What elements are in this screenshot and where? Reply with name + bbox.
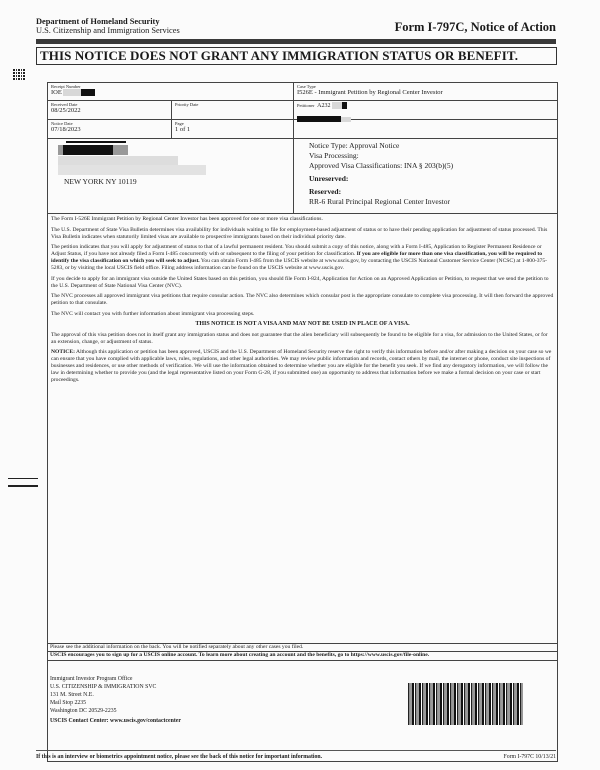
page-label: Page: [175, 121, 184, 126]
unreserved-label: Unreserved:: [309, 174, 349, 183]
body-paragraph: If you decide to apply for an immigrant visa outside the United States based on this petition, you should file Form I-824, Application for Action on an Approved Application or Petition, to request that we send the petition to the U.S. Department of State National Visa Center (NVC).: [51, 275, 549, 289]
redaction-blur: [58, 156, 178, 165]
redaction-bar: [342, 102, 347, 109]
additional-info-line: Please see the additional information on the back. You will be notified separately about any other cases you filed.: [48, 643, 557, 652]
recipient-address: [48, 139, 294, 214]
body-paragraph: The Form I-526E Immigrant Petition by Regional Center Investor has been approved for one or more visa classifications.: [51, 216, 323, 222]
priority-date-cell: [172, 101, 294, 120]
qr-code-icon: [13, 68, 26, 80]
notice-info: [294, 139, 557, 214]
page-cell: [172, 120, 294, 139]
agency-name: U.S. Citizenship and Immigration Services: [36, 26, 180, 36]
redaction-blur: [63, 89, 81, 96]
petitioner-value: A232: [317, 103, 331, 109]
visa-processing: Visa Processing:: [309, 151, 359, 160]
received-date-label: Received Date: [51, 102, 78, 107]
receipt-number-label: Receipt Number: [51, 84, 81, 89]
redaction-blur: [332, 102, 342, 109]
office-line: U.S. CITIZENSHIP & IMMIGRATION SVC: [50, 684, 157, 690]
body-text: Although this application or petition has been approved, USCIS and the U.S. Department of Homeland Security reserve the right to verify this information before and/or after making a decision on your case so we can ensure that you have complied with applicable laws, rules, regulations, and other legal authorities. We may review public information and records, contact others by mail, the internet or phone, conduct site inspections of businesses and residences, or use other methods of verification. We will use the information obtained to determine whether you are eligible for the benefit you seek. If we find any derogatory information, we will follow the law in determining whether to provide you (and the legal representative listed on your Form G-28, if you submitted one) an opportunity to address that information before we make a formal decision on your case or start proceedings.: [51, 349, 552, 383]
body-paragraph: [51, 244, 554, 272]
redaction-bar: [63, 145, 113, 155]
header-divider: [36, 39, 556, 44]
body-paragraph: The approval of this visa petition does not in itself grant any immigration status and does not guarantee that the alien beneficiary will subsequently be found to be eligible for a visa, for admission to the United States, or for an extension, change, or adjustment of status.: [51, 331, 548, 345]
petitioner-label: Petitioner: [297, 103, 315, 108]
notice-date-label: Notice Date: [51, 121, 73, 126]
received-date-cell: [48, 101, 172, 120]
online-account-notice: USCIS encourages you to sign up for a USCIS online account. To learn more about creating an account and the benefits, go to https://www.uscis.gov/file-online.: [48, 651, 557, 661]
priority-date-label: Priority Date: [175, 102, 199, 107]
receipt-number-cell: [48, 83, 294, 101]
office-line: Mail Stop 2235: [50, 700, 87, 706]
bottom-divider: [36, 750, 556, 751]
margin-marks: [8, 478, 38, 493]
notice-date-cell: [48, 120, 172, 139]
notice-type: Notice Type: Approval Notice: [309, 141, 400, 150]
notice-label: NOTICE:: [51, 349, 75, 355]
body-paragraph: The NVC processes all approved immigrant visa petitions that require consular action. The NVC also determines which consular post is the appropriate consulate to complete visa processing. It will then forward the approved petition to that consulate.: [51, 293, 554, 306]
case-type-cell: [294, 83, 557, 101]
status-banner: THIS NOTICE DOES NOT GRANT ANY IMMIGRATION STATUS OR BENEFIT.: [36, 47, 557, 65]
office-address: [48, 673, 557, 761]
body-text-bold: If you are eligible for more than one visa classification, you will be required to identify the visa classification on which you will seek to adjust.: [51, 251, 543, 264]
received-date-value: 08/25/2022: [51, 107, 81, 114]
redaction-bar: [81, 89, 95, 96]
reserved-value: RR-6 Rural Principal Regional Center Investor: [309, 197, 451, 206]
form-title: Form I-797C, Notice of Action: [394, 20, 556, 34]
not-a-visa-heading: THIS NOTICE IS NOT A VISA AND MAY NOT BE USED IN PLACE OF A VISA.: [195, 321, 410, 327]
case-type-value: I526E - Immigrant Petition by Regional Center Investor: [297, 89, 443, 96]
form-revision: Form I-797C 10/13/21: [503, 754, 556, 760]
notice-frame: [47, 82, 558, 762]
empty-cell: [294, 120, 557, 139]
reserved-label: Reserved:: [309, 187, 342, 196]
notice-body: [48, 214, 557, 390]
bottom-note: If this is an interview or biometrics appointment notice, please see the back of this notice for important information.: [36, 754, 323, 760]
contact-center: USCIS Contact Center: www.uscis.gov/contactcenter: [50, 718, 181, 724]
body-paragraph: [51, 349, 554, 384]
header-agency-block: [36, 17, 180, 35]
case-type-label: Case Type: [297, 84, 316, 89]
receipt-number-value: IOE: [51, 89, 62, 96]
redaction-bar: [66, 141, 126, 143]
address-city-line: NEW YORK NY 10119: [64, 177, 137, 186]
redaction-blur: [58, 165, 206, 175]
barcode-icon: [408, 683, 523, 725]
notice-date-value: 07/18/2023: [51, 126, 81, 133]
body-paragraph: The NVC will contact you with further information about immigrant visa processing steps.: [51, 310, 255, 317]
office-line: Washington DC 20529-2235: [50, 708, 117, 714]
body-text: The petition indicates that you will apply for adjustment of status to that of a lawful permanent resident. You should submit a copy of this notice, along with a Form I-485, Application to Register Permanent Residence or Adjust Status, if you have not already filed a Form I-485 concurrently with or subsequent to the filing of your petition for classification.: [51, 244, 542, 257]
approved-classifications: Approved Visa Classifications: INA § 203(b)(5): [309, 161, 454, 170]
body-text: You can obtain Form I-485 from the USCIS website at www.uscis.gov, by contacting the USCIS National Customer Service Center (NCSC) at 1-800-375-5283, or by visiting the local USCIS field office. Filing address information can be found on the USCIS website at www.uscis.gov.: [51, 258, 548, 271]
body-paragraph: The U.S. Department of State Visa Bulletin determines visa availability for individuals waiting to file for employment-based adjustment of status or to have their pending application for adjustment of status processed. This Visa Bulletin indicates when statutorily limited visas are available to prospective immigrants based on their individual priority date.: [51, 226, 548, 240]
department-name: Department of Homeland Security: [36, 17, 160, 26]
office-line: 131 M. Street N.E.: [50, 692, 94, 698]
petitioner-cell: [294, 101, 557, 120]
office-line: Immigrant Investor Program Office: [50, 676, 133, 682]
page-value: 1 of 1: [175, 126, 191, 133]
